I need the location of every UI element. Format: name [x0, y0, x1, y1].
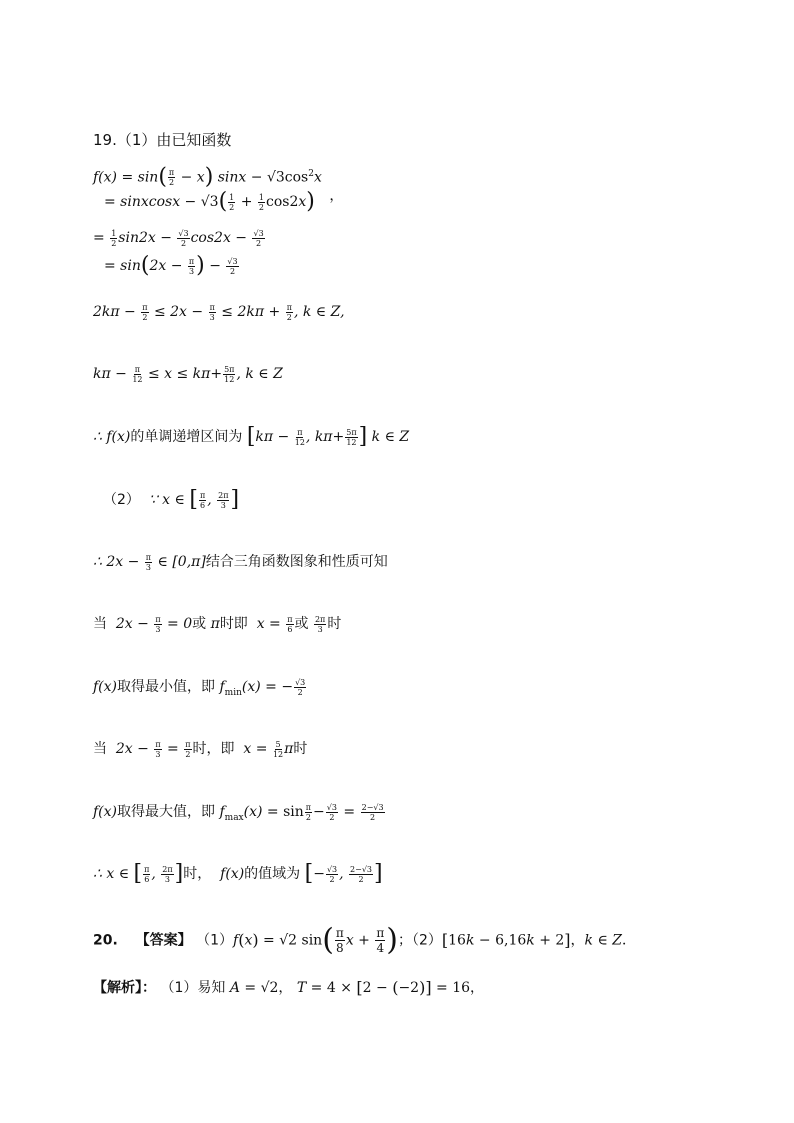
q19-when-max: 当 2x − $\frac{\pi}{3}$ = $\frac{\pi}{2}$ 时，即 x = $\frac{5}{12}$ π时 [93, 739, 308, 759]
q19-formula-line-1: f(x) = sin( $\frac{\pi}{2}$ − x) $\sin x - √3\cos^2x$ [93, 164, 322, 190]
q19-conclusion: ∴ x ∈ [ $\frac{\pi}{6}$ , $\frac{2\pi}{3}$ ]时， f(x)的值域为 [− $\frac{√3}{2}$ , $\frac{2-√3}{2}$ ] [93, 861, 383, 886]
q19-formula-line-2: = sinxcosx − √3( $\frac{1}{2}$ + $\frac{1}{2}$ cos2x) ， [104, 188, 344, 214]
q19-part2-condition: （2） ∵ x ∈ [ $\frac{\pi}{6}$ , $\frac{2\pi}{3}$ ] [103, 487, 240, 512]
q20-answer-line: 20. 【答案】 （1）f(x) = √2 sin( $\frac{\pi}{8}$ x + $\frac{\pi}{4}$ )；（2）[16k − 6,16k + 2]，k ∈ Z． [93, 922, 637, 958]
q19-min-line: f(x)取得最小值，即 $f_{min}(x)$ = − $\frac{√3}{2}$ [93, 677, 306, 698]
q20-analysis-line: 【解析】： （1）易知 A = √2， T = 4 × [2 − (−2)] = 16， [93, 978, 485, 997]
q19-inequality-2: kπ − $\frac{\pi}{12}$ ≤ x ≤ kπ+ $\frac{5\pi}{12}$ , k ∈ Z [93, 364, 283, 384]
q19-formula-line-3: = $\frac{1}{2}$ sin2x − $\frac{√3}{2}$ cos2x − $\frac{√3}{2}$ [93, 228, 264, 248]
q19-formula-line-4: = sin(2x − $\frac{\pi}{3}$ ) − $\frac{√3}{2}$ [104, 253, 238, 278]
q19-comma: ， [329, 188, 344, 204]
q19-increasing-interval: ∴ f(x)的单调递增区间为 [kπ − $\frac{\pi}{12}$ , kπ+ $\frac{5\pi}{12}$ ] k ∈ Z [93, 424, 410, 449]
q19-range-line: ∴ 2x − $\frac{\pi}{3}$ ∈ [0,π]结合三角函数图象和性质可知 [93, 552, 388, 572]
q19-max-line: f(x)取得最大值，即 $f_{max}(x) = \sin$ $\frac{\pi}{2}$ − $\frac{√3}{2}$ = $\frac{2-√3}{2}$ [93, 802, 384, 823]
q19-range-text: 结合三角函数图象和性质可知 [205, 554, 388, 570]
q19-when-min: 当 2x − $\frac{\pi}{3}$ = 0或 π时即 x = $\frac{\pi}{6}$ 或 $\frac{2\pi}{3}$ 时 [93, 614, 342, 634]
q20-number: 20. [93, 932, 118, 949]
q19-inequality-1: 2kπ − $\frac{\pi}{2}$ ≤ 2x − $\frac{\pi}{3}$ ≤ 2kπ + $\frac{\pi}{2}$ , k ∈ Z, [93, 302, 345, 322]
q20-analysis-label: 【解析】： [93, 980, 156, 996]
q19-header: 19.（1）由已知函数 [93, 131, 232, 149]
q20-answer-label: 【答案】 [135, 932, 192, 949]
